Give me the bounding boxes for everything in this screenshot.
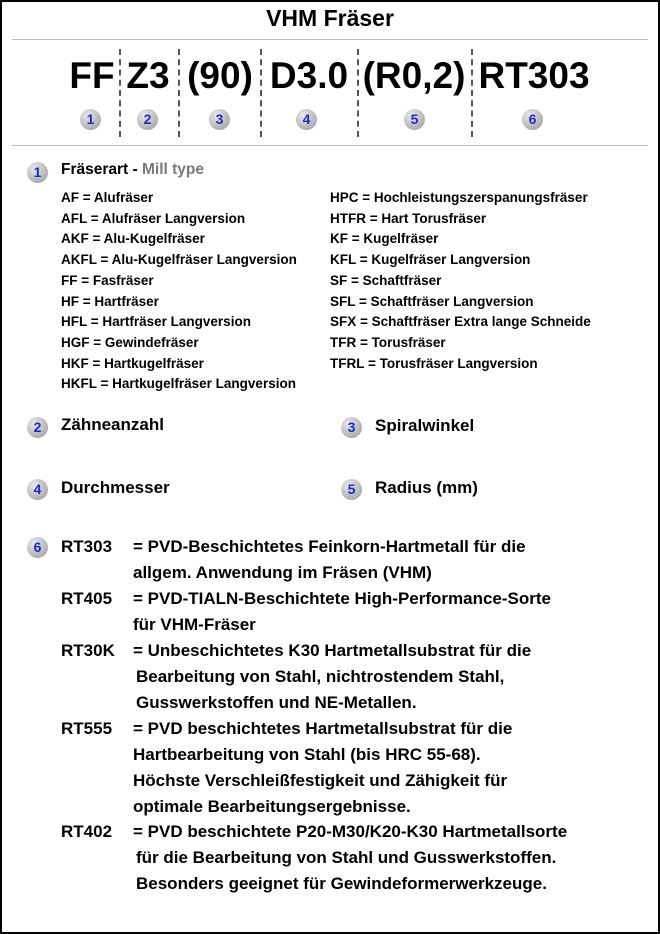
grade-rt30k (61, 638, 531, 716)
grade-desc-line: = Unbeschichtetes K30 Hartmetallsubstrat für die (133, 641, 532, 660)
list-item: HKF = Hartkugelfräser (61, 355, 204, 371)
list-item: AKFL = Alu-Kugelfräser Langversion (61, 252, 297, 268)
code-part-helix: (90) (187, 55, 253, 96)
grade-key: RT30K (61, 641, 115, 660)
grade-rt405 (61, 586, 551, 638)
code-separator (471, 49, 473, 137)
grade-desc-line: Besonders geeignet für Gewindeformerwerkzeuge. (136, 873, 547, 893)
list-item: AFL = Alufräser Langversion (61, 210, 246, 226)
grade-desc-line: = PVD-Beschichtetes Feinkorn-Hartmetall für die (133, 537, 526, 556)
grade-desc-line: für die Bearbeitung von Stahl und Gusswerkstoffen. (136, 847, 557, 867)
badge-2-icon: 2 (137, 109, 158, 130)
page-title: VHM Fräser (266, 5, 394, 31)
grade-key: RT405 (61, 589, 113, 608)
section3-title: Spiralwinkel (375, 416, 475, 435)
section2-badge-icon: 2 (27, 417, 48, 438)
list-item: FF = Fasfräser (61, 272, 154, 288)
list-item: AKF = Alu-Kugelfräser (61, 231, 205, 247)
mill-type-list-left (61, 188, 297, 395)
list-item: HKFL = Hartkugelfräser Langversion (61, 376, 296, 392)
grade-desc-line: Gusswerkstoffen und NE-Metallen. (136, 692, 417, 712)
grade-rt402 (61, 819, 567, 897)
list-item: HF = Hartfräser (61, 293, 159, 309)
code-breakdown (0, 55, 660, 145)
code-part-radius: (R0,2) (362, 55, 466, 96)
mill-type-label: Fräserart - (61, 161, 142, 178)
code-part-diameter: D3.0 (269, 55, 349, 96)
badge-3-icon: 3 (209, 109, 230, 130)
section4-title: Durchmesser (61, 478, 170, 497)
grade-rt555 (61, 716, 512, 820)
code-separator (178, 49, 180, 137)
code-separator (119, 49, 121, 137)
list-item: HFL = Hartfräser Langversion (61, 314, 251, 330)
section5-badge-icon: 5 (341, 479, 362, 500)
title-divider-top (12, 39, 648, 40)
list-item: KFL = Kugelfräser Langversion (330, 252, 531, 268)
code-separator (357, 49, 359, 137)
grade-key: RT402 (61, 822, 113, 841)
list-item: TFRL = Torusfräser Langversion (330, 355, 538, 371)
code-separator (260, 49, 262, 137)
section2-title: Zähneanzahl (61, 415, 164, 434)
section6-badge-icon: 6 (27, 537, 48, 558)
grade-desc-line: für VHM-Fräser (133, 614, 256, 634)
section3-badge-icon: 3 (341, 417, 362, 438)
section5-title: Radius (mm) (375, 478, 478, 497)
code-part-teeth: Z3 (126, 55, 170, 96)
list-item: AF = Alufräser (61, 190, 154, 205)
grade-desc-line: optimale Bearbeitungsergebnisse. (133, 796, 411, 816)
mill-type-list-right (330, 188, 591, 374)
code-part-grade: RT303 (478, 55, 590, 96)
grade-desc-line: allgem. Anwendung im Fräsen (VHM) (133, 562, 432, 582)
grade-desc-line: = PVD beschichtetes Hartmetallsubstrat für die (133, 719, 513, 738)
list-item: TFR = Torusfräser (330, 334, 446, 350)
grade-desc-line: = PVD-TIALN-Beschichtete High-Performance-Sorte (133, 589, 551, 608)
list-item: SF = Schaftfräser (330, 272, 442, 288)
badge-4-icon: 4 (296, 109, 317, 130)
section4-badge-icon: 4 (27, 479, 48, 500)
grade-desc-line: Bearbeitung von Stahl, nichtrostendem Stahl, (136, 666, 505, 686)
section1-title (61, 161, 204, 179)
list-item: HGF = Gewindefräser (61, 334, 199, 350)
mill-type-sublabel: Mill type (141, 161, 204, 178)
grade-desc-line: Hartbearbeitung von Stahl (bis HRC 55-68). (133, 744, 481, 764)
list-item: HTFR = Hart Torusfräser (330, 210, 487, 226)
list-item: HPC = Hochleistungszerspanungsfräser (330, 190, 588, 205)
badge-6-icon: 6 (522, 109, 543, 130)
code-part-type: FF (69, 55, 115, 96)
grade-key: RT303 (61, 537, 113, 556)
list-item: SFL = Schaftfräser Langversion (330, 293, 534, 309)
list-item: KF = Kugelfräser (330, 231, 439, 247)
section1-badge-icon: 1 (27, 162, 48, 183)
grade-desc-line: = PVD beschichtete P20-M30/K20-K30 Hartmetallsorte (133, 822, 568, 841)
grade-rt303 (61, 534, 526, 586)
badge-1-icon: 1 (80, 109, 101, 130)
badge-5-icon: 5 (404, 109, 425, 130)
code-divider-bottom (12, 145, 648, 146)
list-item: SFX = Schaftfräser Extra lange Schneide (330, 314, 591, 330)
grade-desc-line: Höchste Verschleißfestigkeit und Zähigkeit für (133, 770, 508, 790)
grade-key: RT555 (61, 719, 113, 738)
